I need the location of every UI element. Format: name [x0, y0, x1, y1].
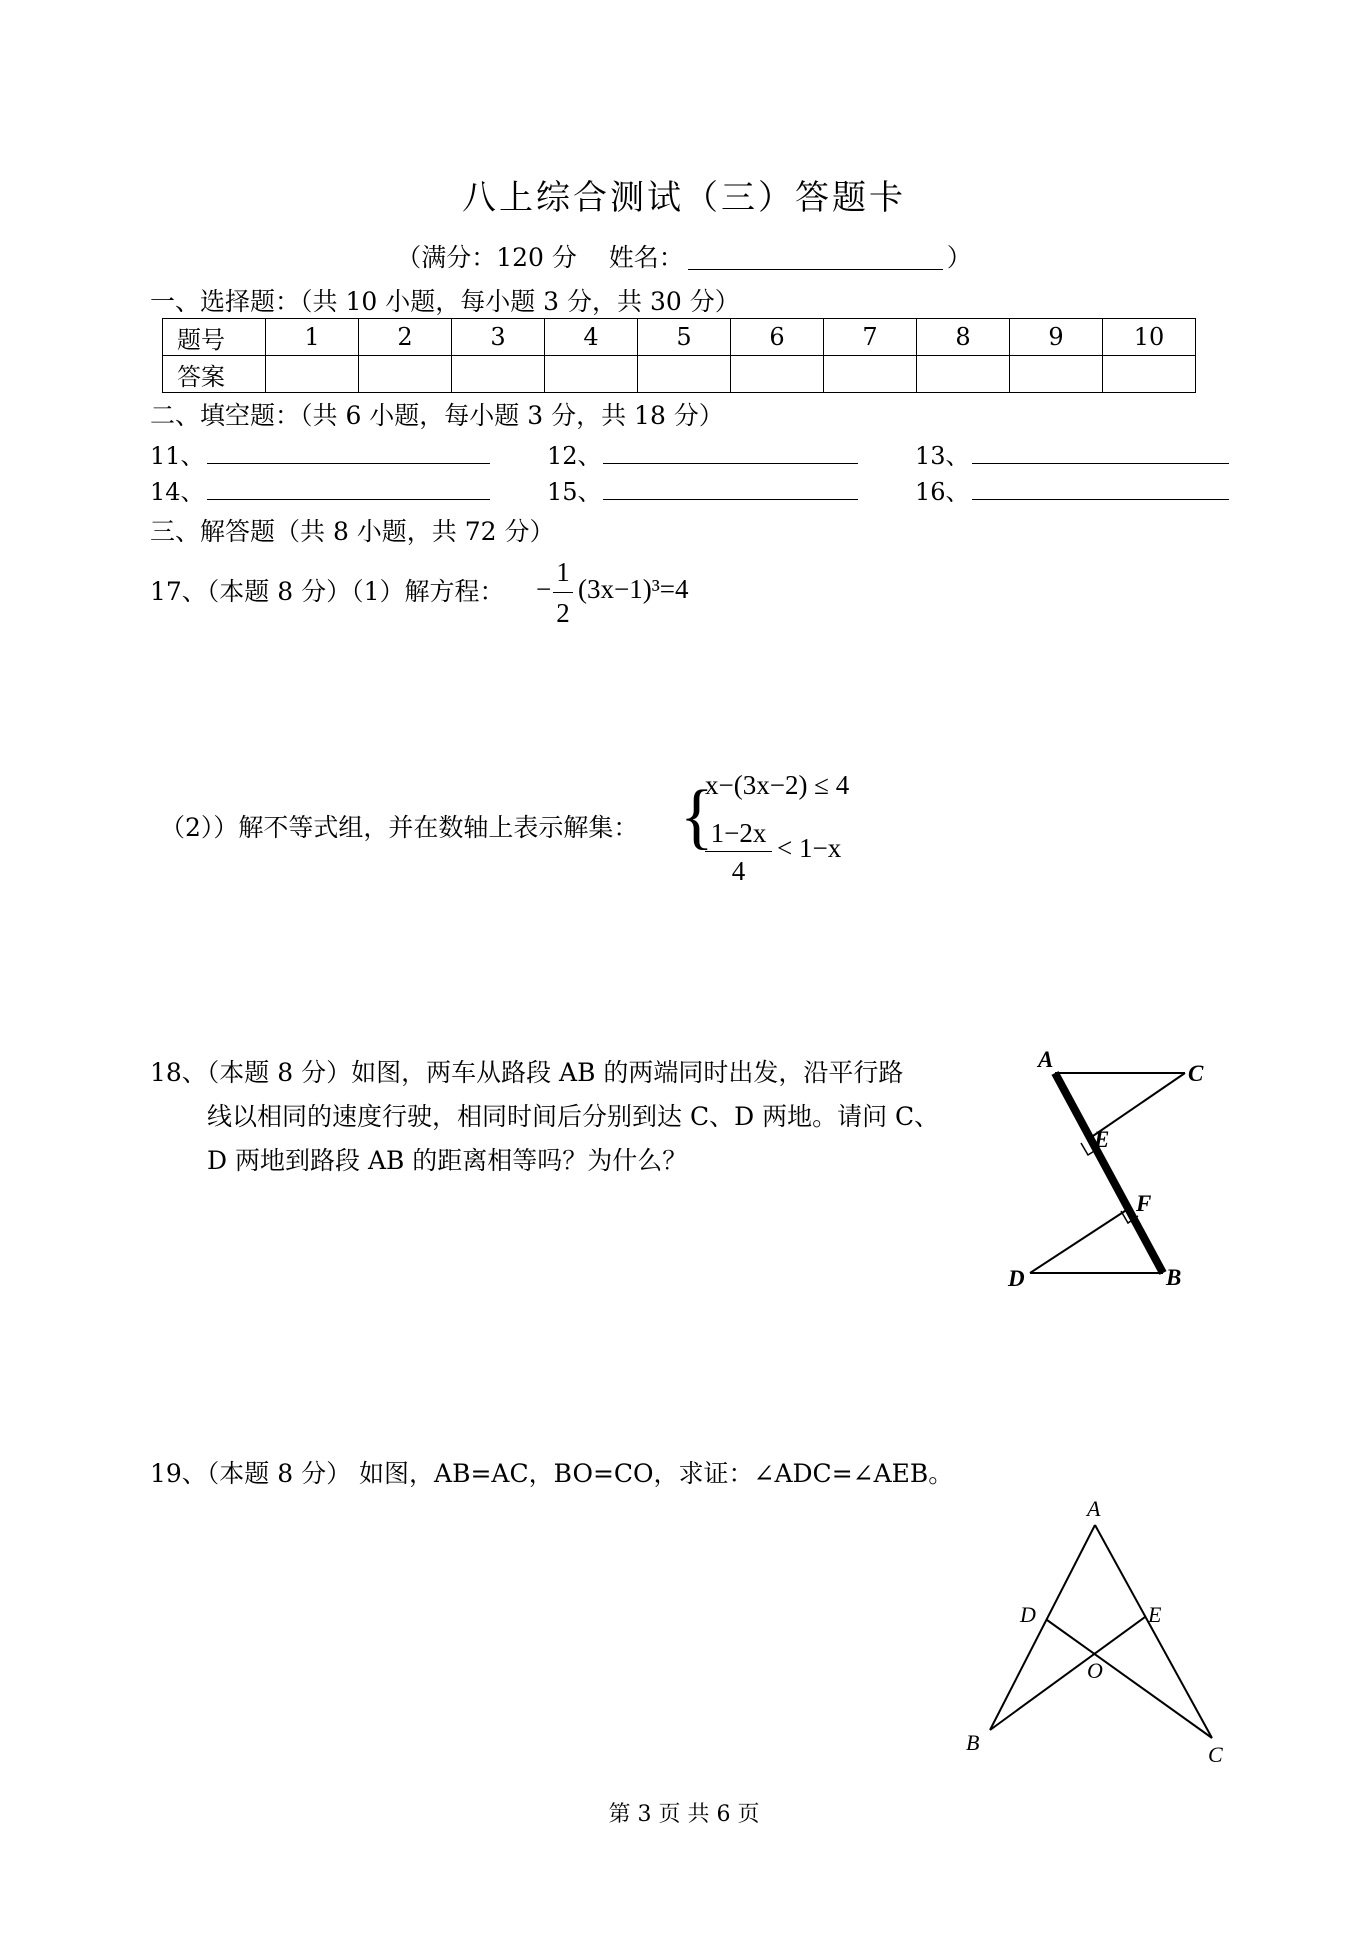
- name-label: 姓名：: [608, 243, 684, 272]
- label-f: F: [1136, 1191, 1152, 1216]
- question-number: 6: [731, 319, 824, 356]
- label-e: E: [1094, 1127, 1110, 1152]
- answer-cell[interactable]: [824, 356, 917, 393]
- answer-cell[interactable]: [731, 356, 824, 393]
- label-e: E: [1148, 1602, 1162, 1627]
- label-a: A: [1087, 1496, 1101, 1521]
- answer-cell[interactable]: [1103, 356, 1196, 393]
- subtitle-close: ）: [946, 243, 972, 272]
- question-number: 5: [638, 319, 731, 356]
- blank-label-16: 16、: [915, 478, 970, 506]
- q17-eq-rest: (3x−1)³=4: [578, 574, 689, 604]
- segment-ab: [1055, 1073, 1163, 1273]
- answer-table-number-row: [163, 319, 1196, 356]
- label-d: D: [1020, 1602, 1036, 1627]
- answer-cell[interactable]: [545, 356, 638, 393]
- q17-inequality-2-fraction-bar: [705, 851, 772, 852]
- section2-heading: 二、填空题：（共 6 小题，每小题 3 分，共 18 分）: [150, 401, 724, 430]
- answer-cell[interactable]: [452, 356, 545, 393]
- q17-eq-fraction-bar: [553, 592, 573, 593]
- name-field[interactable]: [688, 243, 943, 270]
- row-header-number: 题号: [163, 319, 266, 356]
- page-footer: 第 3 页 共 6 页: [608, 1802, 760, 1827]
- blank-answer-line-13[interactable]: [972, 463, 1229, 464]
- q17-inequality-1: x−(3x−2) ≤ 4: [705, 770, 850, 800]
- blank-answer-line-16[interactable]: [972, 499, 1229, 500]
- question-number: 10: [1103, 319, 1196, 356]
- q19-text: 19、（本题 8 分） 如图，AB=AC，BO=CO，求证：∠ADC=∠AEB。: [150, 1459, 954, 1488]
- q18-line2: 线以相同的速度行驶，相同时间后分别到达 C、D 两地。请问 C、: [207, 1102, 940, 1131]
- segment-ac: [1095, 1525, 1212, 1738]
- q17-eq-minus: −: [536, 574, 552, 604]
- blank-label-14: 14、: [150, 478, 205, 506]
- q17-inequality-2-numerator: 1−2x: [710, 818, 767, 848]
- blank-label-15: 15、: [547, 478, 602, 506]
- q17-part2-text: （2））解不等式组，并在数轴上表示解集：: [160, 813, 639, 842]
- segment-cd: [1047, 1620, 1212, 1738]
- q18-line1: 18、（本题 8 分）如图，两车从路段 AB 的两端同时出发，沿平行路: [150, 1058, 904, 1087]
- page-title: 八上综合测试（三）答题卡: [462, 178, 906, 218]
- label-o: O: [1087, 1658, 1103, 1683]
- label-d: D: [1008, 1266, 1025, 1291]
- q17-eq-denominator: 2: [556, 598, 570, 628]
- answer-cell[interactable]: [359, 356, 452, 393]
- q17-eq-numerator: 1: [556, 557, 570, 587]
- label-a: A: [1038, 1047, 1054, 1072]
- question-number: 7: [824, 319, 917, 356]
- subtitle: [0, 238, 1368, 274]
- blank-label-12: 12、: [547, 442, 602, 470]
- segment-ab: [990, 1525, 1095, 1730]
- brace-icon: {: [680, 776, 714, 857]
- question-number: 8: [917, 319, 1010, 356]
- question-number: 2: [359, 319, 452, 356]
- blank-label-11: 11、: [150, 442, 205, 470]
- answer-cell[interactable]: [1010, 356, 1103, 393]
- section3-heading: 三、解答题（共 8 小题，共 72 分）: [150, 517, 555, 546]
- segment-df: [1030, 1209, 1128, 1273]
- answer-cell[interactable]: [638, 356, 731, 393]
- blank-label-13: 13、: [915, 442, 970, 470]
- row-header-answer: 答案: [163, 356, 266, 393]
- blank-answer-line-14[interactable]: [207, 499, 490, 500]
- label-c: C: [1208, 1742, 1223, 1767]
- label-c: C: [1188, 1061, 1204, 1086]
- q17-inequality-2-denominator: 4: [731, 856, 746, 886]
- q17-lead: 17、（本题 8 分）（1）解方程：: [150, 577, 505, 606]
- score-text: （满分：120 分: [396, 243, 577, 272]
- q17-inequality-2-rest: < 1−x: [777, 833, 842, 863]
- question-number: 3: [452, 319, 545, 356]
- section1-heading: 一、选择题：（共 10 小题，每小题 3 分，共 30 分）: [150, 287, 740, 316]
- label-b: B: [1166, 1265, 1182, 1290]
- question-number: 4: [545, 319, 638, 356]
- answer-cell[interactable]: [917, 356, 1010, 393]
- q19-figure: [950, 1480, 1240, 1780]
- q18-figure: [990, 1035, 1240, 1295]
- blank-answer-line-15[interactable]: [603, 499, 858, 500]
- blank-answer-line-11[interactable]: [207, 463, 490, 464]
- blank-answer-line-12[interactable]: [603, 463, 858, 464]
- answer-table: [162, 318, 1196, 393]
- question-number: 9: [1010, 319, 1103, 356]
- answer-cell[interactable]: [266, 356, 359, 393]
- question-number: 1: [266, 319, 359, 356]
- label-b: B: [966, 1730, 980, 1755]
- answer-table-answer-row: [163, 356, 1196, 393]
- q18-line3: D 两地到路段 AB 的距离相等吗？为什么？: [207, 1146, 688, 1175]
